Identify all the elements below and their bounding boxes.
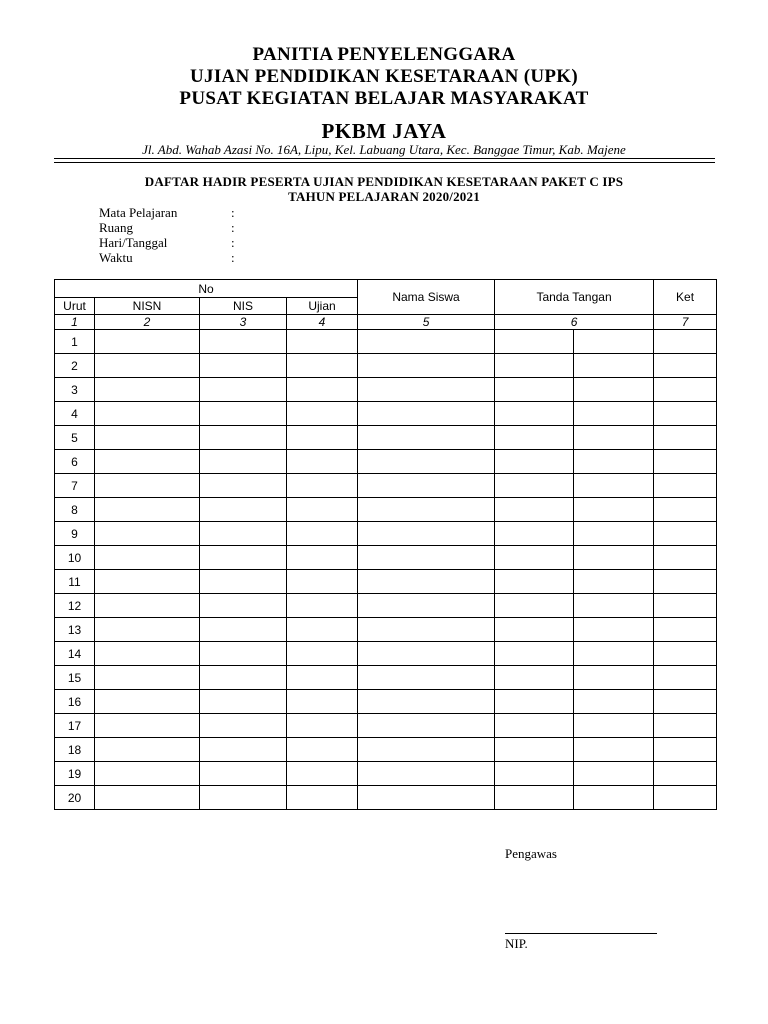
ket-cell bbox=[654, 738, 717, 762]
ket-cell bbox=[654, 642, 717, 666]
row-number: 1 bbox=[55, 330, 95, 354]
nama-siswa-cell bbox=[358, 354, 495, 378]
row-number: 15 bbox=[55, 666, 95, 690]
table-row bbox=[55, 450, 717, 474]
ujian-cell bbox=[287, 570, 358, 594]
ket-cell bbox=[654, 786, 717, 810]
tanda-tangan-left-cell bbox=[495, 330, 574, 354]
ujian-cell bbox=[287, 426, 358, 450]
info-colon: : bbox=[231, 220, 235, 235]
header-committee: PANITIA PENYELENGGARA bbox=[252, 44, 516, 65]
ujian-cell bbox=[287, 666, 358, 690]
col-number: 3 bbox=[200, 315, 287, 330]
table-row bbox=[55, 594, 717, 618]
row-number: 4 bbox=[55, 402, 95, 426]
info-label: Mata Pelajaran bbox=[99, 205, 178, 220]
nisn-cell bbox=[95, 714, 200, 738]
header-divider-bottom bbox=[54, 162, 715, 163]
document-subtitle: TAHUN PELAJARAN 2020/2021 bbox=[288, 189, 480, 204]
nis-cell bbox=[200, 354, 287, 378]
table-row bbox=[55, 786, 717, 810]
tanda-tangan-right-cell bbox=[574, 330, 654, 354]
col-number: 1 bbox=[55, 315, 95, 330]
ujian-cell bbox=[287, 738, 358, 762]
nama-siswa-cell bbox=[358, 522, 495, 546]
ujian-cell bbox=[287, 594, 358, 618]
row-number: 14 bbox=[55, 642, 95, 666]
ket-cell bbox=[654, 498, 717, 522]
nisn-cell bbox=[95, 330, 200, 354]
info-colon: : bbox=[231, 250, 235, 265]
ket-cell bbox=[654, 402, 717, 426]
ket-cell bbox=[654, 354, 717, 378]
col-header-tanda-tangan: Tanda Tangan bbox=[495, 280, 654, 315]
col-header-urut: Urut bbox=[55, 298, 95, 315]
row-number: 5 bbox=[55, 426, 95, 450]
nis-cell bbox=[200, 522, 287, 546]
table-row bbox=[55, 666, 717, 690]
tanda-tangan-right-cell bbox=[574, 594, 654, 618]
nisn-cell bbox=[95, 426, 200, 450]
nis-cell bbox=[200, 618, 287, 642]
tanda-tangan-right-cell bbox=[574, 762, 654, 786]
ket-cell bbox=[654, 426, 717, 450]
ujian-cell bbox=[287, 762, 358, 786]
row-number: 11 bbox=[55, 570, 95, 594]
header-address: Jl. Abd. Wahab Azasi No. 16A, Lipu, Kel. Labuang Utara, Kec. Banggae Timur, Kab. Majene bbox=[142, 142, 626, 157]
tanda-tangan-left-cell bbox=[495, 594, 574, 618]
ket-cell bbox=[654, 330, 717, 354]
nis-cell bbox=[200, 786, 287, 810]
nis-cell bbox=[200, 690, 287, 714]
col-header-ket: Ket bbox=[654, 280, 717, 315]
row-number: 8 bbox=[55, 498, 95, 522]
tanda-tangan-left-cell bbox=[495, 666, 574, 690]
nama-siswa-cell bbox=[358, 378, 495, 402]
tanda-tangan-right-cell bbox=[574, 570, 654, 594]
table-row bbox=[55, 618, 717, 642]
table-body bbox=[55, 330, 717, 810]
nisn-cell bbox=[95, 762, 200, 786]
nis-cell bbox=[200, 378, 287, 402]
nis-cell bbox=[200, 666, 287, 690]
col-number: 2 bbox=[95, 315, 200, 330]
row-number: 13 bbox=[55, 618, 95, 642]
nama-siswa-cell bbox=[358, 666, 495, 690]
nisn-cell bbox=[95, 546, 200, 570]
ujian-cell bbox=[287, 330, 358, 354]
nis-cell bbox=[200, 474, 287, 498]
tanda-tangan-right-cell bbox=[574, 714, 654, 738]
ujian-cell bbox=[287, 378, 358, 402]
tanda-tangan-right-cell bbox=[574, 642, 654, 666]
tanda-tangan-right-cell bbox=[574, 522, 654, 546]
ket-cell bbox=[654, 618, 717, 642]
col-header-no: No bbox=[55, 280, 358, 298]
ket-cell bbox=[654, 378, 717, 402]
nis-cell bbox=[200, 762, 287, 786]
tanda-tangan-left-cell bbox=[495, 354, 574, 378]
ket-cell bbox=[654, 546, 717, 570]
tanda-tangan-left-cell bbox=[495, 426, 574, 450]
tanda-tangan-right-cell bbox=[574, 786, 654, 810]
col-number: 5 bbox=[358, 315, 495, 330]
row-number: 16 bbox=[55, 690, 95, 714]
tanda-tangan-left-cell bbox=[495, 762, 574, 786]
nis-cell bbox=[200, 450, 287, 474]
nisn-cell bbox=[95, 522, 200, 546]
tanda-tangan-right-cell bbox=[574, 618, 654, 642]
table-row bbox=[55, 690, 717, 714]
ujian-cell bbox=[287, 786, 358, 810]
nisn-cell bbox=[95, 666, 200, 690]
nama-siswa-cell bbox=[358, 786, 495, 810]
tanda-tangan-left-cell bbox=[495, 522, 574, 546]
nama-siswa-cell bbox=[358, 690, 495, 714]
nisn-cell bbox=[95, 570, 200, 594]
table-row bbox=[55, 378, 717, 402]
table-row bbox=[55, 354, 717, 378]
nama-siswa-cell bbox=[358, 426, 495, 450]
tanda-tangan-left-cell bbox=[495, 402, 574, 426]
nama-siswa-cell bbox=[358, 762, 495, 786]
tanda-tangan-left-cell bbox=[495, 618, 574, 642]
tanda-tangan-left-cell bbox=[495, 474, 574, 498]
table-row bbox=[55, 474, 717, 498]
table-row bbox=[55, 570, 717, 594]
nis-cell bbox=[200, 546, 287, 570]
row-number: 10 bbox=[55, 546, 95, 570]
nama-siswa-cell bbox=[358, 594, 495, 618]
document-title: DAFTAR HADIR PESERTA UJIAN PENDIDIKAN KESETARAAN PAKET C IPS bbox=[144, 174, 624, 189]
table-row bbox=[55, 522, 717, 546]
header-divider-top bbox=[54, 158, 715, 159]
ket-cell bbox=[654, 714, 717, 738]
nama-siswa-cell bbox=[358, 546, 495, 570]
nama-siswa-cell bbox=[358, 618, 495, 642]
row-number: 2 bbox=[55, 354, 95, 378]
ujian-cell bbox=[287, 714, 358, 738]
info-colon: : bbox=[231, 205, 235, 220]
nama-siswa-cell bbox=[358, 714, 495, 738]
tanda-tangan-right-cell bbox=[574, 402, 654, 426]
tanda-tangan-left-cell bbox=[495, 786, 574, 810]
ket-cell bbox=[654, 690, 717, 714]
ket-cell bbox=[654, 474, 717, 498]
info-label: Waktu bbox=[99, 250, 133, 265]
tanda-tangan-left-cell bbox=[495, 570, 574, 594]
nama-siswa-cell bbox=[358, 570, 495, 594]
table-row bbox=[55, 738, 717, 762]
ket-cell bbox=[654, 522, 717, 546]
tanda-tangan-right-cell bbox=[574, 354, 654, 378]
nisn-cell bbox=[95, 498, 200, 522]
table-row bbox=[55, 330, 717, 354]
row-number: 17 bbox=[55, 714, 95, 738]
tanda-tangan-left-cell bbox=[495, 546, 574, 570]
row-number: 6 bbox=[55, 450, 95, 474]
table-row bbox=[55, 714, 717, 738]
nip-label: NIP. bbox=[505, 936, 528, 951]
ket-cell bbox=[654, 762, 717, 786]
tanda-tangan-left-cell bbox=[495, 690, 574, 714]
nisn-cell bbox=[95, 474, 200, 498]
nisn-cell bbox=[95, 618, 200, 642]
ujian-cell bbox=[287, 642, 358, 666]
nisn-cell bbox=[95, 594, 200, 618]
nisn-cell bbox=[95, 690, 200, 714]
ujian-cell bbox=[287, 618, 358, 642]
ujian-cell bbox=[287, 546, 358, 570]
tanda-tangan-right-cell bbox=[574, 738, 654, 762]
header-org-name: PKBM JAYA bbox=[321, 119, 447, 143]
col-number: 6 bbox=[495, 315, 654, 330]
signature-line bbox=[505, 933, 657, 934]
ujian-cell bbox=[287, 354, 358, 378]
tanda-tangan-left-cell bbox=[495, 378, 574, 402]
nama-siswa-cell bbox=[358, 498, 495, 522]
col-header-nisn: NISN bbox=[95, 298, 200, 315]
table-row bbox=[55, 642, 717, 666]
nis-cell bbox=[200, 594, 287, 618]
row-number: 19 bbox=[55, 762, 95, 786]
tanda-tangan-right-cell bbox=[574, 546, 654, 570]
nis-cell bbox=[200, 570, 287, 594]
info-colon: : bbox=[231, 235, 235, 250]
nis-cell bbox=[200, 642, 287, 666]
nisn-cell bbox=[95, 642, 200, 666]
tanda-tangan-right-cell bbox=[574, 498, 654, 522]
tanda-tangan-left-cell bbox=[495, 450, 574, 474]
tanda-tangan-right-cell bbox=[574, 450, 654, 474]
ujian-cell bbox=[287, 498, 358, 522]
row-number: 20 bbox=[55, 786, 95, 810]
nis-cell bbox=[200, 330, 287, 354]
table-row bbox=[55, 498, 717, 522]
table-row bbox=[55, 426, 717, 450]
table-row bbox=[55, 546, 717, 570]
nama-siswa-cell bbox=[358, 450, 495, 474]
nis-cell bbox=[200, 738, 287, 762]
row-number: 7 bbox=[55, 474, 95, 498]
header-institution-type: PUSAT KEGIATAN BELAJAR MASYARAKAT bbox=[179, 88, 589, 109]
tanda-tangan-right-cell bbox=[574, 690, 654, 714]
signer-label: Pengawas bbox=[505, 846, 557, 861]
header-exam-name: UJIAN PENDIDIKAN KESETARAAN (UPK) bbox=[190, 66, 578, 87]
ket-cell bbox=[654, 570, 717, 594]
nama-siswa-cell bbox=[358, 474, 495, 498]
attendance-table bbox=[54, 279, 717, 810]
nama-siswa-cell bbox=[358, 402, 495, 426]
tanda-tangan-left-cell bbox=[495, 498, 574, 522]
table-row bbox=[55, 762, 717, 786]
tanda-tangan-left-cell bbox=[495, 738, 574, 762]
info-label: Hari/Tanggal bbox=[99, 235, 168, 250]
nama-siswa-cell bbox=[358, 738, 495, 762]
row-number: 3 bbox=[55, 378, 95, 402]
nis-cell bbox=[200, 402, 287, 426]
row-number: 18 bbox=[55, 738, 95, 762]
tanda-tangan-right-cell bbox=[574, 474, 654, 498]
ujian-cell bbox=[287, 450, 358, 474]
ujian-cell bbox=[287, 474, 358, 498]
nis-cell bbox=[200, 498, 287, 522]
col-number: 7 bbox=[654, 315, 717, 330]
nisn-cell bbox=[95, 738, 200, 762]
table-row bbox=[55, 402, 717, 426]
tanda-tangan-right-cell bbox=[574, 666, 654, 690]
ket-cell bbox=[654, 666, 717, 690]
nisn-cell bbox=[95, 402, 200, 426]
col-number: 4 bbox=[287, 315, 358, 330]
col-header-ujian: Ujian bbox=[287, 298, 358, 315]
tanda-tangan-left-cell bbox=[495, 714, 574, 738]
info-label: Ruang bbox=[99, 220, 133, 235]
ket-cell bbox=[654, 450, 717, 474]
nama-siswa-cell bbox=[358, 642, 495, 666]
row-number: 12 bbox=[55, 594, 95, 618]
nama-siswa-cell bbox=[358, 330, 495, 354]
tanda-tangan-right-cell bbox=[574, 378, 654, 402]
nisn-cell bbox=[95, 450, 200, 474]
ujian-cell bbox=[287, 522, 358, 546]
nisn-cell bbox=[95, 378, 200, 402]
nis-cell bbox=[200, 426, 287, 450]
nisn-cell bbox=[95, 354, 200, 378]
col-header-nama-siswa: Nama Siswa bbox=[358, 280, 495, 315]
nisn-cell bbox=[95, 786, 200, 810]
tanda-tangan-right-cell bbox=[574, 426, 654, 450]
tanda-tangan-left-cell bbox=[495, 642, 574, 666]
ujian-cell bbox=[287, 402, 358, 426]
row-number: 9 bbox=[55, 522, 95, 546]
nis-cell bbox=[200, 714, 287, 738]
ket-cell bbox=[654, 594, 717, 618]
ujian-cell bbox=[287, 690, 358, 714]
col-header-nis: NIS bbox=[200, 298, 287, 315]
